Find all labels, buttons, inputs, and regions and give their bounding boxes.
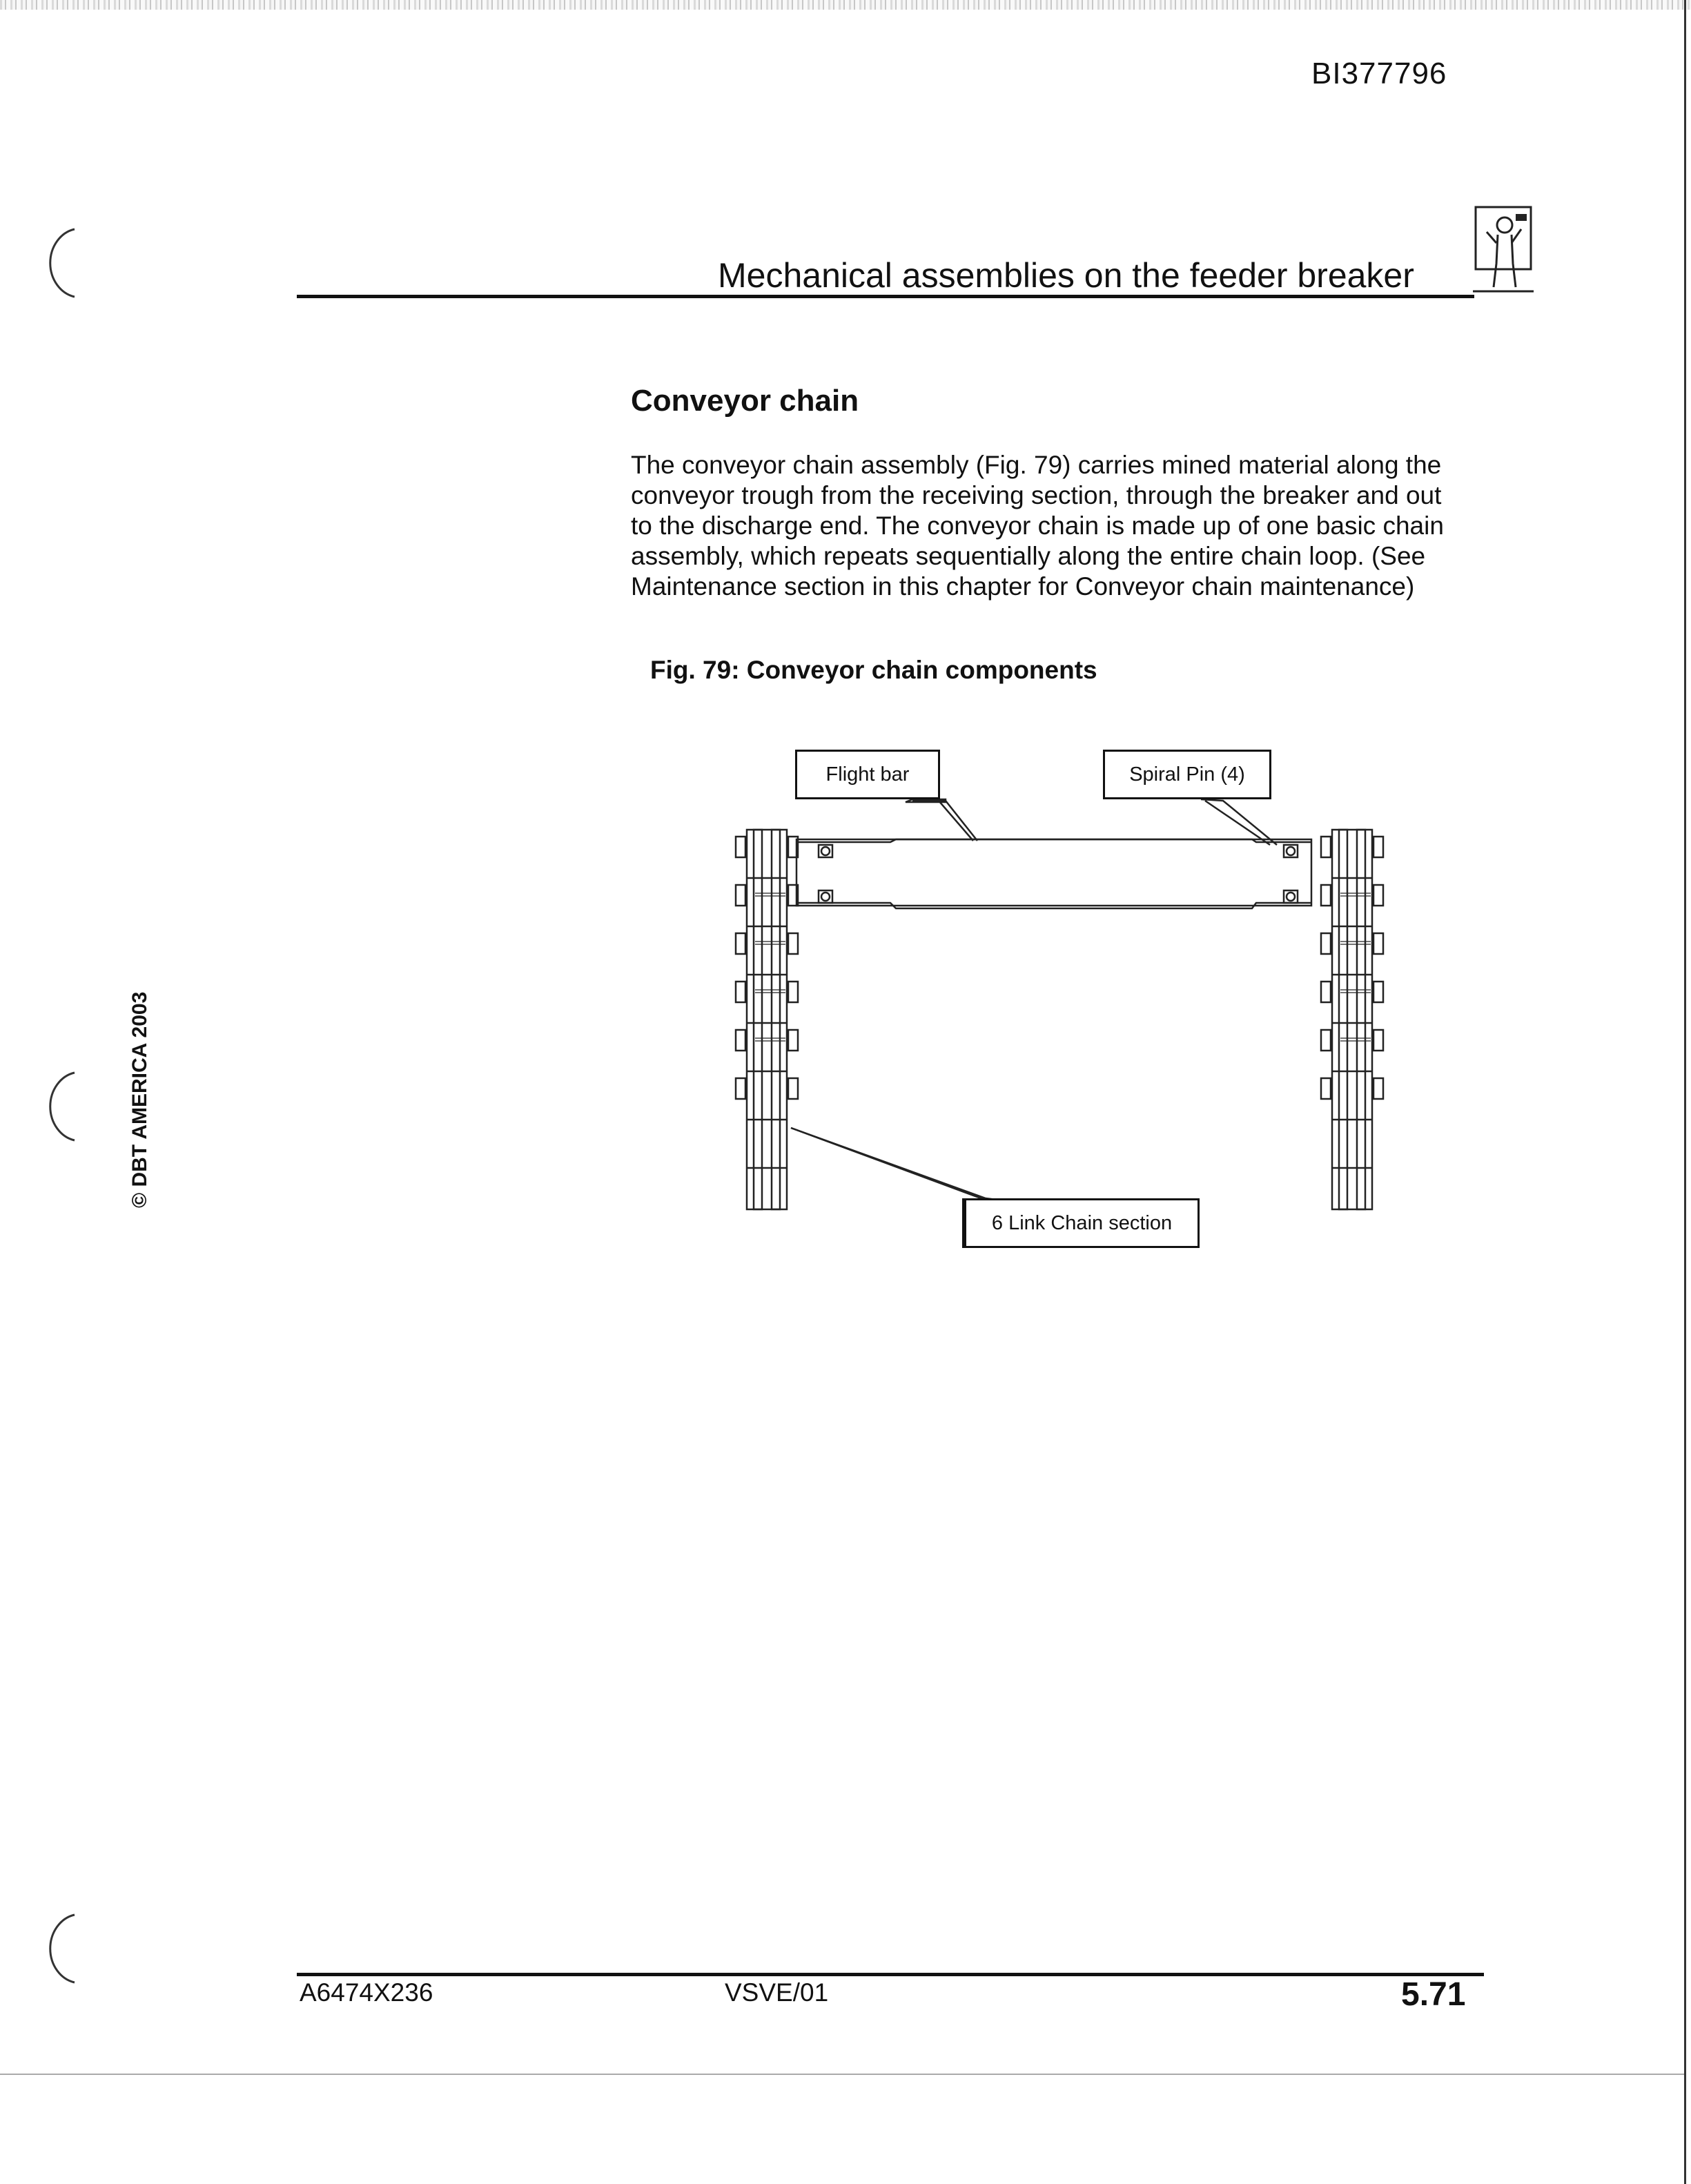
- punch-hole-mark: [40, 225, 88, 301]
- body-line: conveyor trough from the receiving section, through the breaker and out: [631, 481, 1442, 509]
- copyright-notice: © DBT AMERICA 2003: [128, 991, 151, 1208]
- conveyor-chain-figure: [732, 743, 1387, 1254]
- scan-noise-top: [0, 0, 1691, 10]
- punch-hole-mark: [40, 1069, 88, 1144]
- body-line: assembly, which repeats sequentially along the entire chain loop. (See: [631, 542, 1426, 570]
- scan-line-bottom: [0, 2074, 1684, 2075]
- body-line: to the discharge end. The conveyor chain is made up of one basic chain: [631, 511, 1444, 540]
- body-line: Maintenance section in this chapter for Conveyor chain maintenance): [631, 572, 1415, 601]
- body-paragraph: [631, 450, 1514, 602]
- worker-at-panel-icon: [1473, 204, 1534, 294]
- callout-spiral-pin: Spiral Pin (4): [1103, 750, 1271, 799]
- callout-link-chain: 6 Link Chain section: [962, 1198, 1200, 1248]
- header-rule: [297, 295, 1474, 298]
- footer-revision: VSVE/01: [725, 1978, 829, 2007]
- section-title: Mechanical assemblies on the feeder breaker: [718, 256, 1414, 295]
- punch-hole-mark: [40, 1911, 88, 1987]
- body-line: The conveyor chain assembly (Fig. 79) carries mined material along the: [631, 451, 1442, 479]
- figure-caption: Fig. 79: Conveyor chain components: [650, 656, 1097, 684]
- document-id: BI377796: [1311, 57, 1447, 90]
- scan-edge-right: [1684, 0, 1686, 2184]
- conveyor-chain-drawing: [732, 743, 1387, 1254]
- callout-flight-bar: Flight bar: [795, 750, 940, 799]
- page-number: 5.71: [1401, 1976, 1466, 2013]
- footer-rule: [297, 1973, 1484, 1976]
- footer-document-code: A6474X236: [300, 1978, 433, 2007]
- heading-conveyor-chain: Conveyor chain: [631, 384, 859, 418]
